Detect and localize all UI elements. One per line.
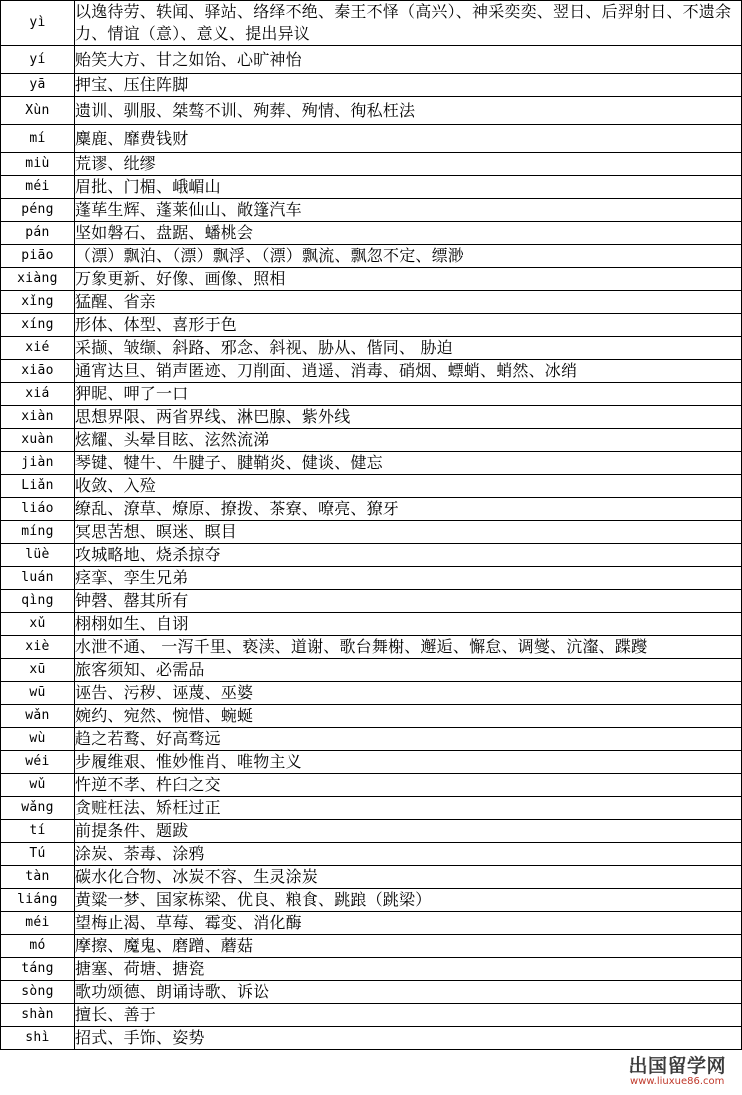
table-row (1, 475, 742, 498)
table-row (1, 912, 742, 935)
pinyin-cell: Liǎn (1, 475, 75, 498)
words-cell: 水泄不通、 一泻千里、亵渎、道谢、歌台舞榭、邂逅、懈怠、调燮、沆瀣、蹀躞 (75, 636, 742, 659)
words-cell: 擅长、善于 (75, 1004, 742, 1027)
table-row (1, 383, 742, 406)
table-row (1, 659, 742, 682)
words-cell: 招式、手饰、姿势 (75, 1027, 742, 1050)
words-cell: 歌功颂德、朗诵诗歌、诉讼 (75, 981, 742, 1004)
pinyin-cell: yì (1, 1, 75, 46)
table-row (1, 843, 742, 866)
words-cell: 黄粱一梦、国家栋梁、优良、粮食、跳踉（跳梁） (75, 889, 742, 912)
pinyin-cell: mó (1, 935, 75, 958)
table-row (1, 74, 742, 97)
pinyin-cell: wǎng (1, 797, 75, 820)
table-row (1, 97, 742, 125)
pinyin-cell: Tú (1, 843, 75, 866)
words-cell: 采撷、皱缬、斜路、邪念、斜视、胁从、偕同、 胁迫 (75, 337, 742, 360)
pinyin-cell: táng (1, 958, 75, 981)
table-row (1, 153, 742, 176)
table-row (1, 1027, 742, 1050)
pinyin-cell: shì (1, 1027, 75, 1050)
table-row (1, 1, 742, 46)
pinyin-cell: liáng (1, 889, 75, 912)
table-row (1, 245, 742, 268)
table-row (1, 820, 742, 843)
pinyin-cell: wǎn (1, 705, 75, 728)
pinyin-cell: xíng (1, 314, 75, 337)
table-row (1, 46, 742, 74)
words-cell: 钟磬、罄其所有 (75, 590, 742, 613)
table-row (1, 360, 742, 383)
words-cell: 攻城略地、烧杀掠夺 (75, 544, 742, 567)
table-row (1, 935, 742, 958)
table-row (1, 797, 742, 820)
words-cell: 狎昵、呷了一口 (75, 383, 742, 406)
pinyin-cell: wū (1, 682, 75, 705)
pinyin-cell: liáo (1, 498, 75, 521)
words-cell: 痉挛、孪生兄弟 (75, 567, 742, 590)
pinyin-cell: jiàn (1, 452, 75, 475)
pinyin-cell: xiàng (1, 268, 75, 291)
table-row (1, 981, 742, 1004)
table-row (1, 636, 742, 659)
table-body (1, 1, 742, 1050)
table-row (1, 429, 742, 452)
watermark-url: www.liuxue86.com (630, 1076, 725, 1087)
words-cell: 荒谬、纰缪 (75, 153, 742, 176)
words-cell: 以逸待劳、轶闻、驿站、络绎不绝、秦王不怿（高兴）、神采奕奕、翌日、后羿射日、不遗余力、情谊（意）、意义、提出异议 (75, 1, 742, 46)
words-cell: 坚如磐石、盘踞、蟠桃会 (75, 222, 742, 245)
table-row (1, 452, 742, 475)
words-cell: 趋之若鹜、好高骛远 (75, 728, 742, 751)
pinyin-cell: míng (1, 521, 75, 544)
table-row (1, 291, 742, 314)
table-row (1, 521, 742, 544)
words-cell: 蓬荜生辉、蓬莱仙山、敞篷汽车 (75, 199, 742, 222)
table-row (1, 1004, 742, 1027)
pinyin-cell: péng (1, 199, 75, 222)
words-cell: 麋鹿、靡费钱财 (75, 125, 742, 153)
words-cell: 诬告、污秽、诬蔑、巫婆 (75, 682, 742, 705)
words-cell: 碳水化合物、冰炭不容、生灵涂炭 (75, 866, 742, 889)
pinyin-cell: xǐng (1, 291, 75, 314)
table-row (1, 406, 742, 429)
pinyin-cell: qìng (1, 590, 75, 613)
words-cell: 琴键、犍牛、牛腱子、腱鞘炎、健谈、健忘 (75, 452, 742, 475)
pinyin-cell: wǔ (1, 774, 75, 797)
words-cell: 遗训、驯服、桀骜不训、殉葬、殉情、徇私枉法 (75, 97, 742, 125)
table-row (1, 682, 742, 705)
words-cell: 前提条件、题跋 (75, 820, 742, 843)
table-row (1, 613, 742, 636)
pinyin-cell: xuàn (1, 429, 75, 452)
pinyin-cell: xǔ (1, 613, 75, 636)
table-row (1, 314, 742, 337)
table-row (1, 125, 742, 153)
pinyin-cell: Xùn (1, 97, 75, 125)
table-row (1, 866, 742, 889)
table-row (1, 222, 742, 245)
table-row (1, 199, 742, 222)
table-row (1, 958, 742, 981)
words-cell: 押宝、压住阵脚 (75, 74, 742, 97)
pinyin-cell: xiá (1, 383, 75, 406)
words-cell: 旅客须知、必需品 (75, 659, 742, 682)
table-row (1, 268, 742, 291)
pinyin-cell: wéi (1, 751, 75, 774)
pinyin-cell: tí (1, 820, 75, 843)
words-cell: 摩擦、魔鬼、磨蹭、蘑菇 (75, 935, 742, 958)
table-row (1, 889, 742, 912)
pinyin-cell: xiāo (1, 360, 75, 383)
words-cell: 贪赃枉法、矫枉过正 (75, 797, 742, 820)
table-row (1, 498, 742, 521)
pinyin-cell: tàn (1, 866, 75, 889)
pinyin-cell: xié (1, 337, 75, 360)
words-cell: 形体、体型、喜形于色 (75, 314, 742, 337)
words-cell: （漂）飘泊、（漂）飘浮、（漂）飘流、飘忽不定、缥渺 (75, 245, 742, 268)
words-cell: 忤逆不孝、杵臼之交 (75, 774, 742, 797)
table-row (1, 544, 742, 567)
pinyin-cell: piāo (1, 245, 75, 268)
pinyin-cell: méi (1, 912, 75, 935)
pinyin-cell: miù (1, 153, 75, 176)
table-row (1, 774, 742, 797)
table-row (1, 567, 742, 590)
words-cell: 望梅止渴、草莓、霉变、消化酶 (75, 912, 742, 935)
pinyin-cell: xū (1, 659, 75, 682)
words-cell: 猛醒、省亲 (75, 291, 742, 314)
words-cell: 婉约、宛然、惋惜、蜿蜒 (75, 705, 742, 728)
table-row (1, 728, 742, 751)
watermark-title: 出国留学网 (628, 1055, 726, 1077)
words-cell: 通宵达旦、销声匿迹、刀削面、逍遥、消毒、硝烟、螵蛸、蛸然、冰绡 (75, 360, 742, 383)
words-cell: 缭乱、潦草、燎原、撩拨、茶寮、嘹亮、獠牙 (75, 498, 742, 521)
pinyin-cell: wù (1, 728, 75, 751)
table-row (1, 337, 742, 360)
site-watermark (626, 1056, 728, 1087)
pinyin-cell: mí (1, 125, 75, 153)
pinyin-cell: xiàn (1, 406, 75, 429)
pinyin-cell: yí (1, 46, 75, 74)
pinyin-cell: méi (1, 176, 75, 199)
pinyin-cell: lüè (1, 544, 75, 567)
words-cell: 思想界限、两省界线、淋巴腺、紫外线 (75, 406, 742, 429)
pinyin-cell: yā (1, 74, 75, 97)
pinyin-cell: pán (1, 222, 75, 245)
table-row (1, 751, 742, 774)
words-cell: 步履维艰、惟妙惟肖、唯物主义 (75, 751, 742, 774)
words-cell: 炫耀、头晕目眩、泫然流涕 (75, 429, 742, 452)
pinyin-cell: shàn (1, 1004, 75, 1027)
words-cell: 涂炭、荼毒、涂鸦 (75, 843, 742, 866)
pinyin-cell: xiè (1, 636, 75, 659)
words-cell: 贻笑大方、甘之如饴、心旷神怡 (75, 46, 742, 74)
words-cell: 万象更新、好像、画像、照相 (75, 268, 742, 291)
pinyin-cell: luán (1, 567, 75, 590)
table-row (1, 705, 742, 728)
table-row (1, 176, 742, 199)
words-cell: 冥思苦想、暝迷、瞑目 (75, 521, 742, 544)
words-cell: 眉批、门楣、峨嵋山 (75, 176, 742, 199)
words-cell: 栩栩如生、自诩 (75, 613, 742, 636)
words-cell: 搪塞、荷塘、搪瓷 (75, 958, 742, 981)
pinyin-cell: sòng (1, 981, 75, 1004)
words-cell: 收敛、入殓 (75, 475, 742, 498)
table-row (1, 590, 742, 613)
